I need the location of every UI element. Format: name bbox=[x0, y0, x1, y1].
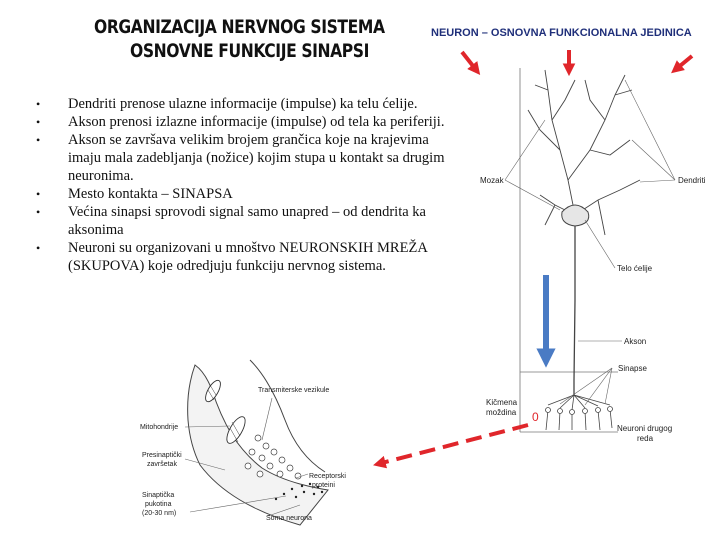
label-mozak: Mozak bbox=[480, 176, 504, 185]
label-proteini: proteini bbox=[312, 482, 335, 489]
bullet-item: • Neuroni su organizovani u mnoštvo NEURONSKIH MREŽA (SKUPOVA) koje odredjuju funkciju nervnog sistema. bbox=[36, 239, 456, 275]
label-kicmena: Kičmena bbox=[486, 398, 518, 407]
label-telo-celije: Telo ćelije bbox=[617, 264, 653, 273]
label-sinapse: Sinapse bbox=[618, 364, 647, 373]
slide-title-line2: OSNOVNE FUNKCIJE SINAPSI bbox=[130, 40, 370, 62]
label-pukotina: pukotina bbox=[145, 501, 172, 508]
bullet-item: • Akson prenosi izlazne informacije (impulse) od tela ka periferiji. bbox=[36, 113, 456, 131]
slide-title-line1: ORGANIZACIJA NERVNOG SISTEMA bbox=[94, 16, 385, 38]
label-akson: Akson bbox=[624, 337, 647, 346]
bullet-item: • Većina sinapsi sprovodi signal samo unapred – od dendrita ka aksonima bbox=[36, 203, 456, 239]
label-mozdina: moždina bbox=[486, 408, 517, 417]
bullet-item: • Mesto kontakta – SINAPSA bbox=[36, 185, 456, 203]
red-dashed-arrow bbox=[378, 425, 528, 464]
label-soma-neurona: Soma neurona bbox=[266, 515, 312, 522]
label-transmiterske: Transmiterske vezikule bbox=[258, 387, 330, 394]
label-receptorski: Receptorski bbox=[309, 473, 346, 480]
slide-subtitle: NEURON – OSNOVNA FUNKCIONALNA JEDINICA bbox=[431, 27, 692, 39]
label-zavrsetak: završetak bbox=[147, 461, 177, 468]
marker-zero: 0 bbox=[532, 410, 539, 424]
label-sinapticka-size: (20-30 nm) bbox=[142, 510, 177, 517]
label-dendriti: Dendriti bbox=[678, 176, 706, 185]
red-arrow-left bbox=[462, 52, 477, 71]
label-mitohondrije: Mitohondrije bbox=[140, 424, 179, 431]
label-neuroni-drugog: Neuroni drugog bbox=[617, 424, 673, 433]
label-sinapticka: Sinaptička bbox=[142, 492, 175, 499]
bullet-item: • Akson se završava velikim brojem grančica koje na krajevima imaju mala zadebljanja (nožice) kojim stupa u kontakt sa drugim neuronima. bbox=[36, 131, 456, 185]
label-presinapticki: Presinaptički bbox=[142, 452, 182, 459]
bullet-item: • Dendriti prenose ulazne informacije (impulse) ka telu ćelije. bbox=[36, 95, 456, 113]
red-arrow-right bbox=[675, 56, 692, 70]
label-reda: reda bbox=[637, 434, 654, 443]
